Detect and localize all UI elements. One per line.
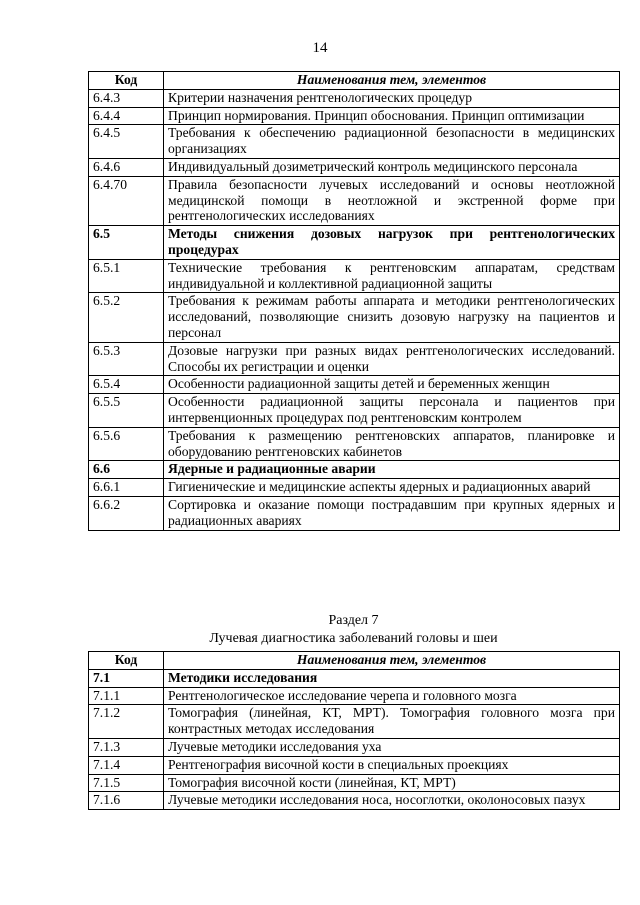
row-title: Рентгенография височной кости в специальных проекциях — [164, 756, 620, 774]
table-row — [89, 461, 620, 479]
table-header-row — [89, 652, 620, 670]
page-number: 14 — [312, 40, 328, 56]
row-title: Рентгенологическое исследование черепа и головного мозга — [164, 687, 620, 705]
row-code: 6.5.1 — [89, 259, 164, 293]
row-code: 6.5.6 — [89, 427, 164, 461]
row-title: Гигиенические и медицинские аспекты ядерных и радиационных аварий — [164, 479, 620, 497]
table-row — [89, 259, 620, 293]
row-code: 7.1.1 — [89, 687, 164, 705]
row-title: Дозовые нагрузки при разных видах рентгенологических исследований. Способы их регистрации и оценки — [164, 342, 620, 376]
row-title: Требования к режимам работы аппарата и методики рентгенологических исследований, позволяющие снизить дозовую нагрузку на пациентов и персонал — [164, 293, 620, 342]
row-title: Принцип нормирования. Принцип обоснования. Принцип оптимизации — [164, 107, 620, 125]
table-row — [89, 687, 620, 705]
section-title: Лучевая диагностика заболеваний головы и шеи — [209, 631, 498, 646]
row-title: Ядерные и радиационные аварии — [164, 461, 620, 479]
row-code: 6.5.4 — [89, 376, 164, 394]
row-title: Методики исследования — [164, 669, 620, 687]
row-code: 6.4.4 — [89, 107, 164, 125]
row-title: Особенности радиационной защиты детей и беременных женщин — [164, 376, 620, 394]
row-code: 7.1 — [89, 669, 164, 687]
row-code: 6.6.1 — [89, 479, 164, 497]
row-code: 6.4.6 — [89, 158, 164, 176]
header-code: Код — [89, 652, 164, 670]
row-title: Лучевые методики исследования уха — [164, 738, 620, 756]
row-code: 6.6 — [89, 461, 164, 479]
header-name: Наименования тем, элементов — [164, 652, 620, 670]
row-title: Технические требования к рентгеновским аппаратам, средствам индивидуальной и коллективной радиационной защиты — [164, 259, 620, 293]
table-row — [89, 158, 620, 176]
row-code: 6.5 — [89, 226, 164, 260]
table-row — [89, 107, 620, 125]
table-header-row — [89, 72, 620, 90]
table1-body — [89, 89, 620, 530]
table-row — [89, 738, 620, 756]
row-code: 6.4.70 — [89, 176, 164, 225]
row-title: Критерии назначения рентгенологических процедур — [164, 89, 620, 107]
row-code: 6.5.2 — [89, 293, 164, 342]
row-code: 6.4.5 — [89, 125, 164, 159]
row-code: 7.1.3 — [89, 738, 164, 756]
table-row — [89, 705, 620, 739]
table2-body — [89, 669, 620, 809]
table-row — [89, 496, 620, 530]
table-row — [89, 293, 620, 342]
row-code: 6.5.3 — [89, 342, 164, 376]
table-row — [89, 342, 620, 376]
row-code: 7.1.6 — [89, 792, 164, 810]
row-title: Лучевые методики исследования носа, носоглотки, околоносовых пазух — [164, 792, 620, 810]
table-row — [89, 427, 620, 461]
row-title: Сортировка и оказание помощи пострадавшим при крупных ядерных и радиационных авариях — [164, 496, 620, 530]
row-title: Томография (линейная, КТ, МРТ). Томография головного мозга при контрастных методах исследования — [164, 705, 620, 739]
header-code: Код — [89, 72, 164, 90]
table-row — [89, 774, 620, 792]
topics-table-section-6 — [88, 71, 620, 531]
row-title: Особенности радиационной защиты персонала и пациентов при интервенционных процедурах под рентгеновским контролем — [164, 394, 620, 428]
table-row — [89, 89, 620, 107]
row-title: Методы снижения дозовых нагрузок при рентгенологических процедурах — [164, 226, 620, 260]
row-title: Индивидуальный дозиметрический контроль медицинского персонала — [164, 158, 620, 176]
header-name: Наименования тем, элементов — [164, 72, 620, 90]
table-row — [89, 125, 620, 159]
table-row — [89, 792, 620, 810]
row-code: 7.1.4 — [89, 756, 164, 774]
table-row — [89, 394, 620, 428]
table-row — [89, 669, 620, 687]
section-heading — [88, 612, 619, 648]
row-code: 6.5.5 — [89, 394, 164, 428]
row-title: Правила безопасности лучевых исследований и основы неотложной медицинской помощи в неотложной и экстренной форме при рентгенологических исследованиях — [164, 176, 620, 225]
row-code: 7.1.2 — [89, 705, 164, 739]
row-title: Требования к размещению рентгеновских аппаратов, планировке и оборудованию рентгеновских кабинетов — [164, 427, 620, 461]
section-label: Раздел 7 — [328, 613, 379, 628]
table-row — [89, 376, 620, 394]
table-row — [89, 176, 620, 225]
table-row — [89, 226, 620, 260]
row-title: Томография височной кости (линейная, КТ, МРТ) — [164, 774, 620, 792]
row-code: 6.4.3 — [89, 89, 164, 107]
table-row — [89, 479, 620, 497]
topics-table-section-7 — [88, 651, 620, 810]
table-row — [89, 756, 620, 774]
row-title: Требования к обеспечению радиационной безопасности в медицинских организациях — [164, 125, 620, 159]
row-code: 6.6.2 — [89, 496, 164, 530]
row-code: 7.1.5 — [89, 774, 164, 792]
